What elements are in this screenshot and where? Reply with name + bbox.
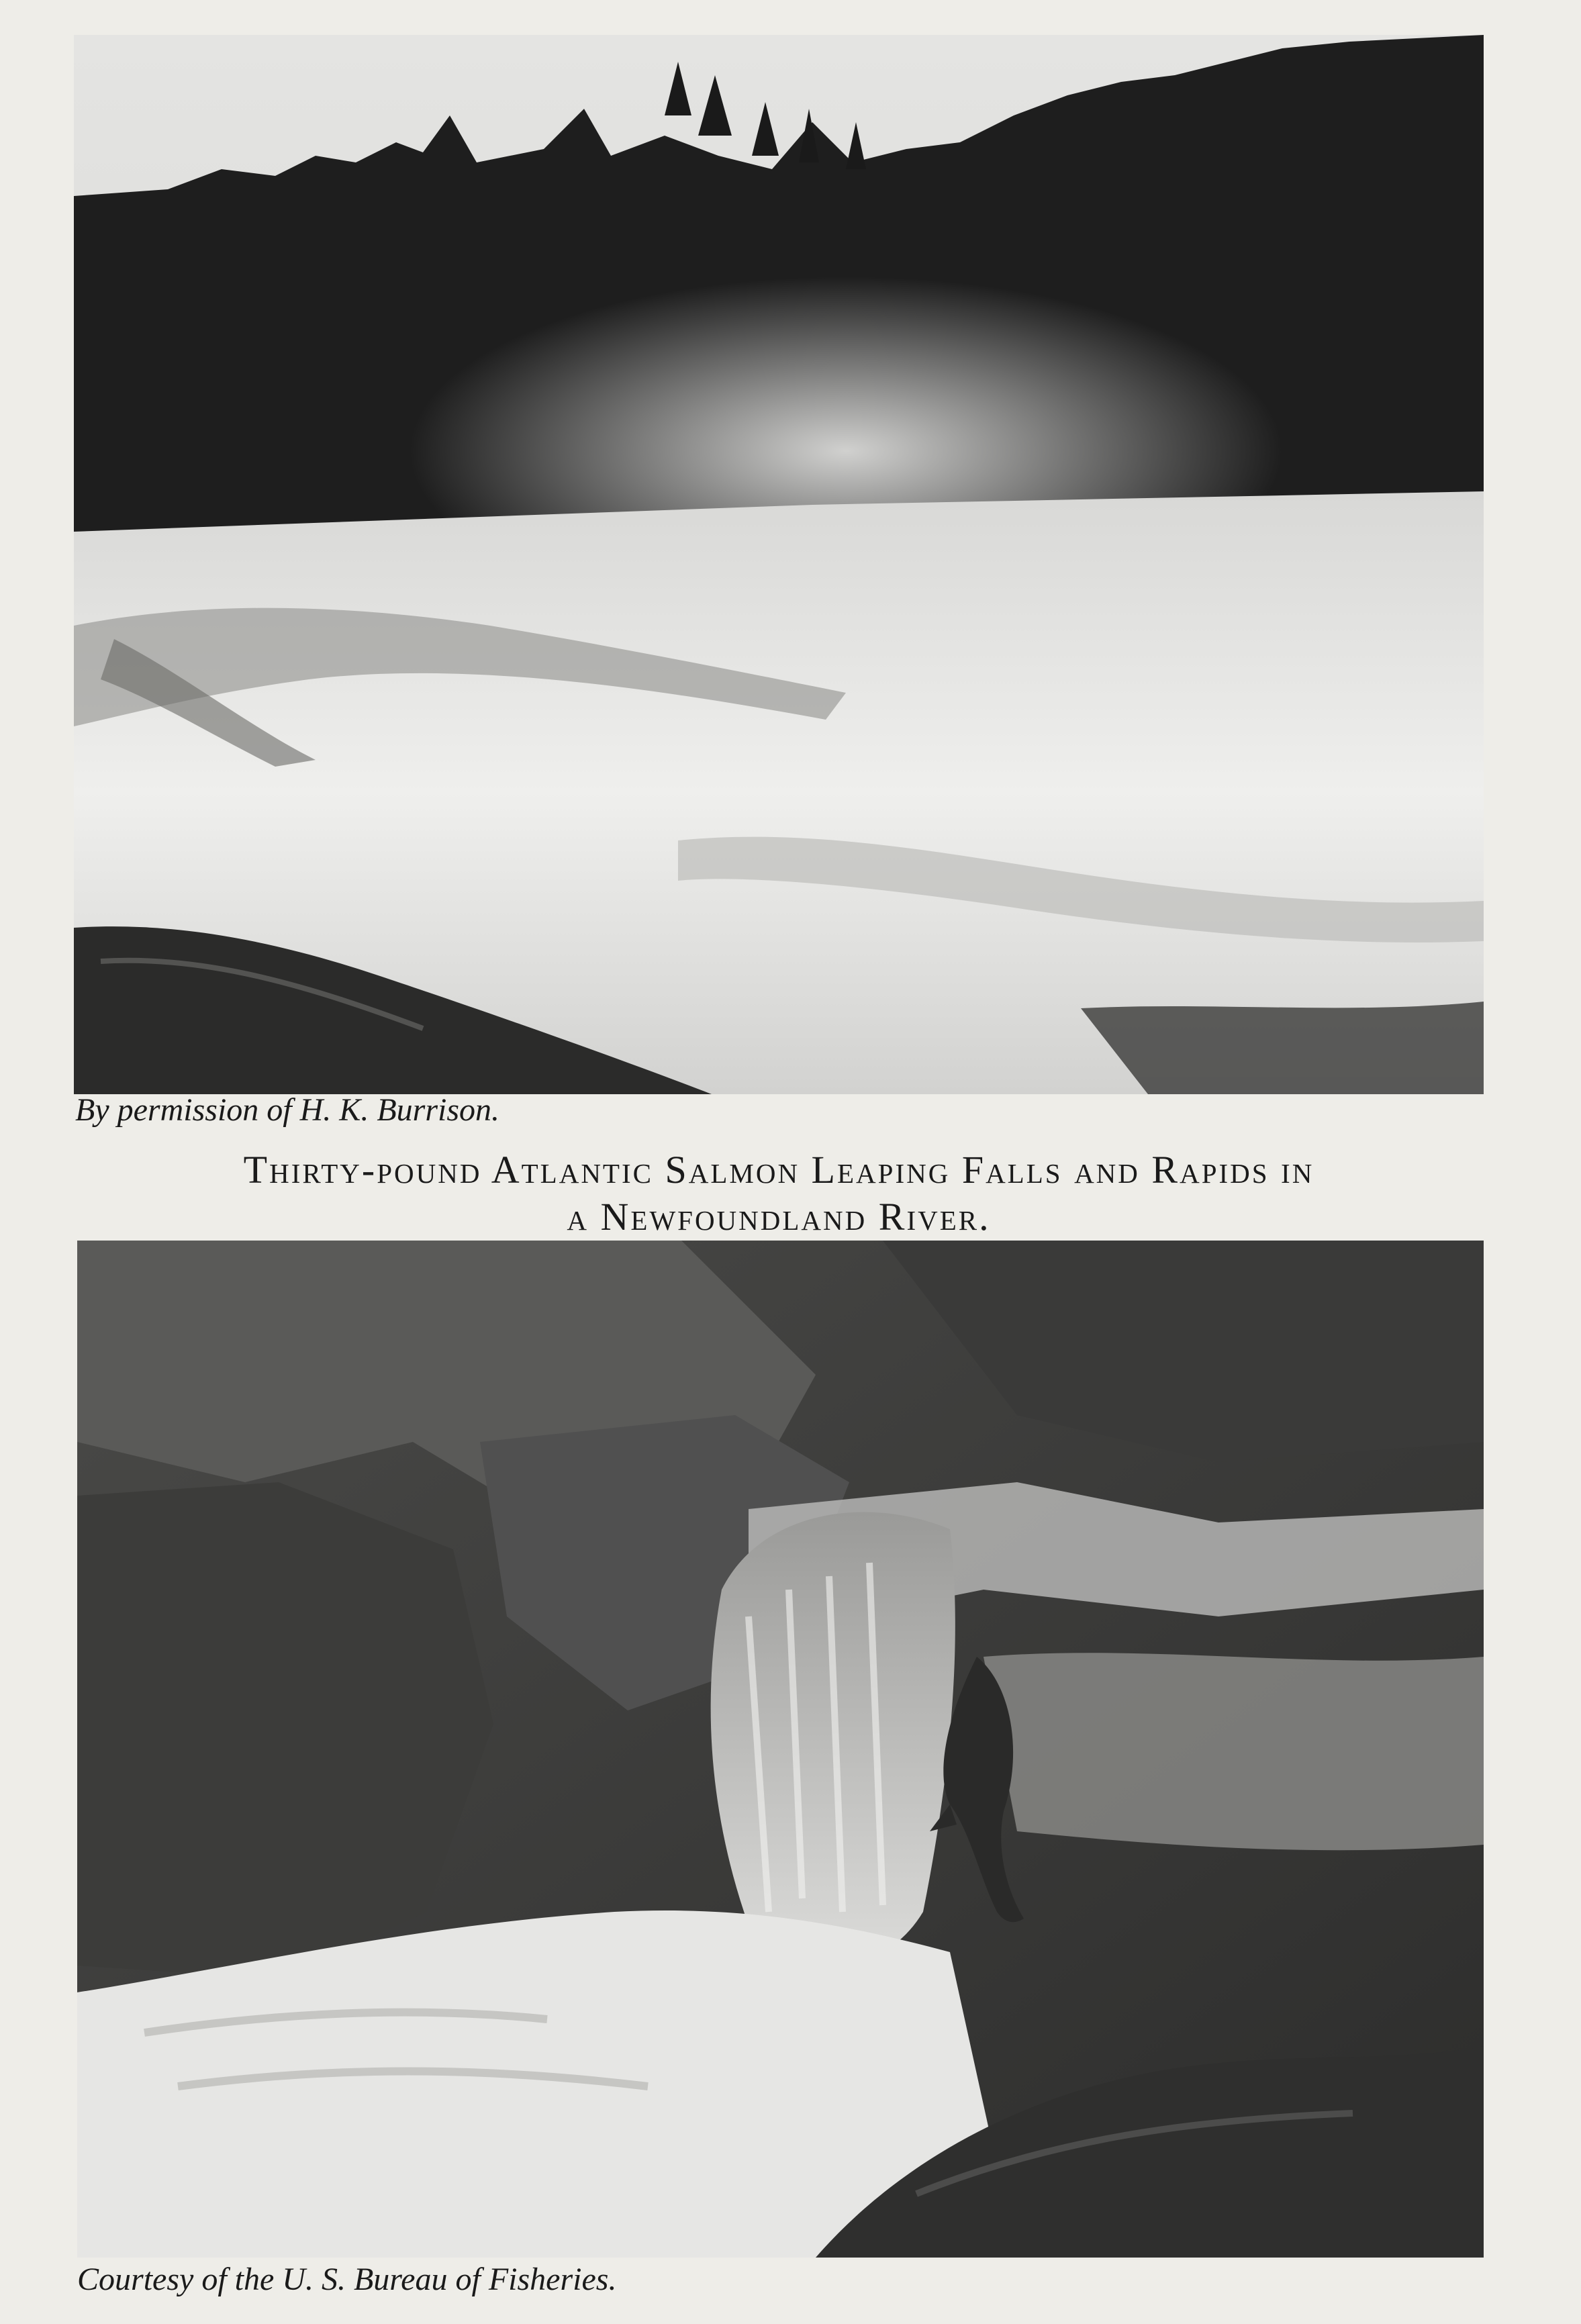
photo-salmon-leaping: [77, 1241, 1484, 2258]
caption-line-1: Thirty-pound Atlantic Salmon Leaping Falls and Rapids in: [243, 1148, 1314, 1192]
photo-falls-and-rapids: [74, 35, 1484, 1094]
photo-credit-top: By permission of H. K. Burrison.: [75, 1092, 500, 1128]
salmon-illustration: [77, 1241, 1484, 2258]
plate-caption-bottom-cropped: [74, 2303, 1484, 2324]
plate-caption-top: [74, 1147, 1484, 1241]
caption-line-2: a Newfoundland River.: [567, 1195, 991, 1239]
photo-credit-bottom: Courtesy of the U. S. Bureau of Fisheries.: [77, 2262, 617, 2297]
rapids-illustration: [74, 35, 1484, 1094]
